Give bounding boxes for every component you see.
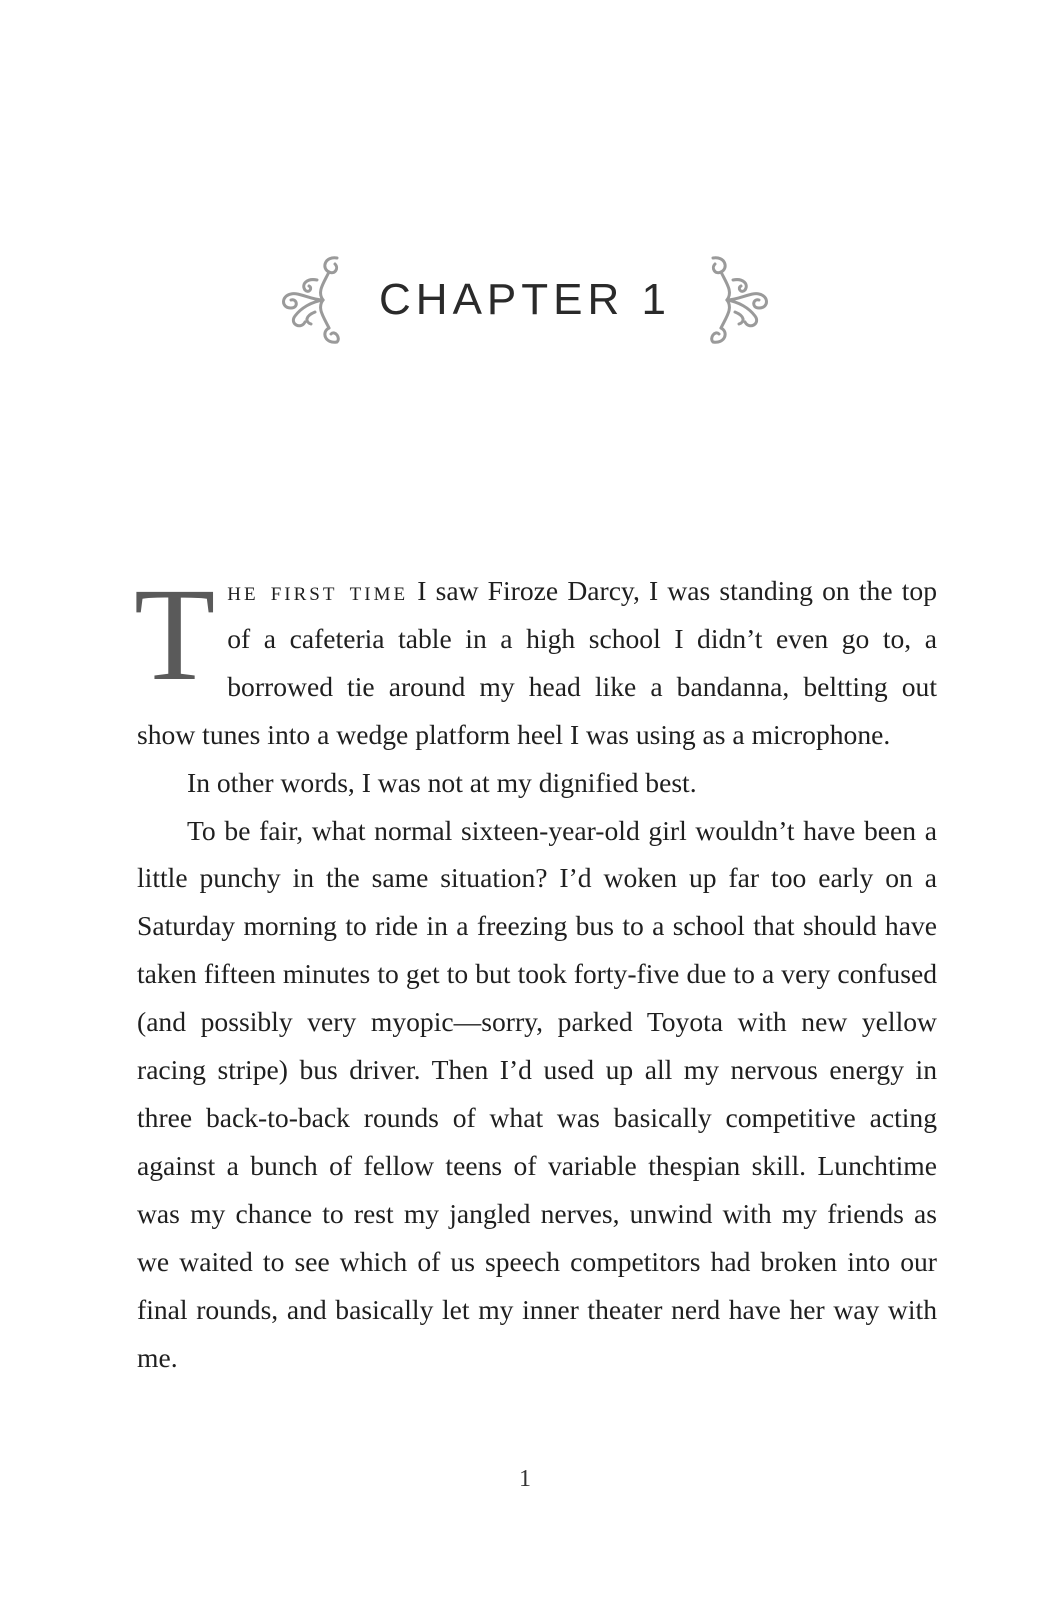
page-number: 1 [519,1466,531,1492]
opening-smallcaps: he first time [227,575,409,606]
chapter-heading [0,250,1050,350]
paragraph-2: In other words, I was not at my dignified best. [187,766,697,798]
flourish-ornament-icon [701,250,773,350]
chapter-title: CHAPTER 1 [379,275,671,324]
paragraph-1 [134,560,937,759]
paragraph-3: To be fair, what normal sixteen-year-old girl wouldn’t have been a little punchy in the same situation? I’d woken up far too early on a Saturday morning to ride in a freezing bus to a school that should have taken fifteen minutes to get to but took forty-five due to a very confused (and possibly very myopic—sorry, parked Toyota with new yellow racing stripe) bus driver. Then I’d used up all my nervous energy in three back-to-back rounds of what was basically competitive acting against a bunch of fellow teens of variable thespian skill. Lunchtime was my chance to rest my jangled nerves, unwind with my friends as we waited to see which of us speech competitors had broken into our final rounds, and basically let my inner theater nerd have her way with me. [137,814,937,1373]
drop-cap: T [134,560,216,708]
paragraph-1-text: I saw Firoze Darcy, I was standing on the top of a cafeteria table in a high school I didn’t even go to, a borrowed tie around my head like a bandanna, beltting out show tunes into a wedge platform heel I was using as a microphone. [137,575,937,750]
flourish-ornament-icon [277,250,349,350]
chapter-body [134,560,937,1381]
